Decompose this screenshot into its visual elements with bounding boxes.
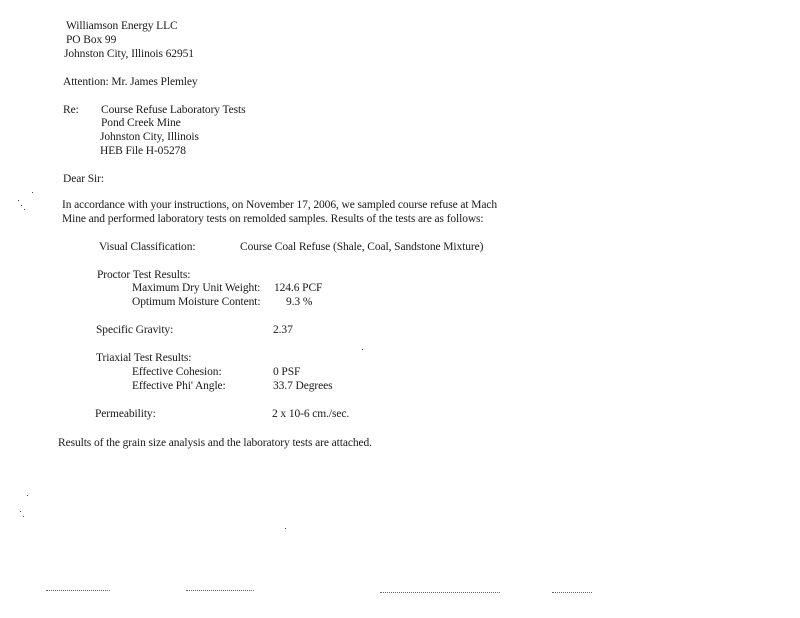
scan-speck [24, 209, 25, 210]
effective-phi-angle-label: Effective Phi' Angle: [132, 380, 226, 392]
optimum-moisture-value: 9.3 % [286, 296, 313, 308]
effective-phi-angle-value: 33.7 Degrees [273, 380, 333, 392]
effective-cohesion-value: 0 PSF [273, 366, 301, 378]
re-line-2: Pond Creek Mine [101, 117, 181, 129]
max-dry-unit-weight-value: 124.6 PCF [274, 282, 323, 294]
scan-speck [21, 205, 22, 206]
scan-speck [27, 495, 28, 496]
optimum-moisture-label: Optimum Moisture Content: [132, 296, 261, 308]
scan-speck [32, 192, 33, 193]
permeability-label: Permeability: [95, 408, 156, 420]
re-label: Re: [63, 104, 79, 116]
city-state-zip: Johnston City, Illinois 62951 [64, 48, 194, 60]
intro-line-2: Mine and performed laboratory tests on remolded samples. Results of the tests are as follows: [62, 213, 484, 225]
re-line-1: Course Refuse Laboratory Tests [101, 104, 246, 116]
closing-line: Results of the grain size analysis and the laboratory tests are attached. [58, 437, 372, 449]
scan-speck [18, 200, 19, 201]
scan-speck [285, 528, 286, 529]
visual-classification-value: Course Coal Refuse (Shale, Coal, Sandstone Mixture) [240, 241, 484, 253]
company-name: Williamson Energy LLC [66, 20, 178, 32]
salutation: Dear Sir: [63, 173, 104, 185]
proctor-heading: Proctor Test Results: [97, 269, 191, 281]
triaxial-heading: Triaxial Test Results: [96, 352, 192, 364]
po-box: PO Box 99 [66, 34, 117, 46]
scan-edge-artifact [186, 590, 254, 591]
specific-gravity-label: Specific Gravity: [96, 324, 174, 336]
scan-speck [23, 516, 24, 517]
scan-speck [20, 511, 21, 512]
max-dry-unit-weight-label: Maximum Dry Unit Weight: [132, 282, 261, 294]
scan-speck [362, 349, 363, 350]
visual-classification-label: Visual Classification: [99, 241, 196, 253]
specific-gravity-value: 2.37 [273, 324, 293, 336]
intro-line-1: In accordance with your instructions, on November 17, 2006, we sampled course refuse at Mach [62, 199, 498, 211]
attention-line: Attention: Mr. James Plemley [63, 76, 198, 88]
re-line-4: HEB File H-05278 [100, 145, 186, 157]
re-line-3: Johnston City, Illinois [100, 131, 199, 143]
scan-edge-artifact [552, 592, 592, 593]
permeability-value: 2 x 10-6 cm./sec. [272, 408, 350, 420]
scan-edge-artifact [380, 592, 500, 593]
scan-edge-artifact [46, 590, 110, 591]
effective-cohesion-label: Effective Cohesion: [132, 366, 222, 378]
